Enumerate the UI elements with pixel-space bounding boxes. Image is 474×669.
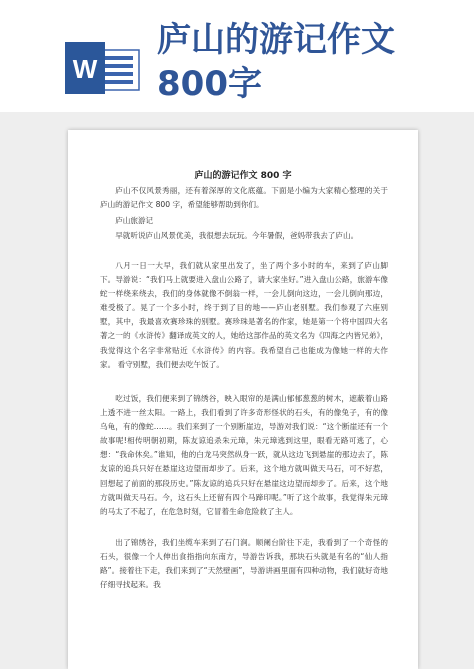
word-document-icon xyxy=(63,42,141,94)
paragraph-2: 八月一日一大早，我们就从家里出发了，坐了两个多小时的车，来到了庐山脚下。导游说：“我们马上就要进入盘山公路了，请大家坐好。”进入盘山公路，旅游车像蛇一样绕来绕去，我们的身体就像不倒翁一样，一会儿倒向这边，一会儿倒向那边，难受极了。晃了一个多小时，终于到了目的地——庐山老别墅。我们参观了六座别墅，其中，我最喜欢赛珍珠的别墅。赛珍珠是著名的作家，她是第一个将中国四大名著之一的《水浒传》翻译成英文的人，她给这部作品的英文名为《四海之内皆兄弟》，我觉得这个名字非常贴近《水浒传》的内容。我希望自己也能成为像她一样的大作家。 看守别墅，我们便去吃午饭了。 xyxy=(100,261,388,369)
intro-paragraph: 庐山不仅风景秀丽，还有着深厚的文化底蕴。下面是小编为大家精心整理的关于庐山的游记作文 800 字，希望能够帮助到你们。 xyxy=(100,186,388,210)
banner-header xyxy=(0,0,474,112)
page-title: 庐山的游记作文800字 xyxy=(157,20,395,104)
paragraph-4: 出了锦绣谷，我们坐缆车来到了石门涧。顺阑台阶往下走，我看到了一个奇怪的石头，很像一个人伸出食指指向东南方，导游告诉我，那块石头就是有名的“仙人指路”。接着往下走，我们来到了“天然壁画”，导游讲画里面有四种动物，我们就好奇地仔细寻找起来。我 xyxy=(100,538,388,590)
document-title: 庐山的游记作文 800 字 xyxy=(194,171,292,181)
paragraph-1: 早就听说庐山风景优美，我很想去玩玩。今年暑假，爸妈带我去了庐山。 xyxy=(115,231,359,240)
document-page xyxy=(68,130,418,669)
paragraph-3: 吃过饭，我们便来到了锦绣谷，映入眼帘的是满山郁郁葱葱的树木，遮蔽着山路上透不进一丝太阳。一路上，我们看到了许多奇形怪状的石头，有的像兔子，有的像乌龟，有的像蛇……。我们来到了一个别断崖边，导游对我们说：“这个断崖还有一个故事呢!相传明朝初期，陈友谅追杀朱元璋，朱元璋逃到这里，眼看无路可逃了，心想：“我命休矣。”谁知，他的白龙马突然纵身一跃，就从这边飞到悬崖的那边去了，陈友谅的追兵只好在悬崖这边望而却步了。后来，这个地方就叫做天马石，可不好惹，回想起了前面的那段历史。”陈友谅的追兵只好在悬崖这边望而却步了。后来，这个地方就叫做天马石。今，这石头上还留有四个马蹄印呢。”听了这个故事，我觉得朱元璋的马太了不起了，在危急时刻，它冒着生命危险救了主人。 xyxy=(100,394,388,516)
document-subtitle: 庐山旅游记 xyxy=(115,216,154,225)
word-icon-letter: W xyxy=(72,54,98,84)
